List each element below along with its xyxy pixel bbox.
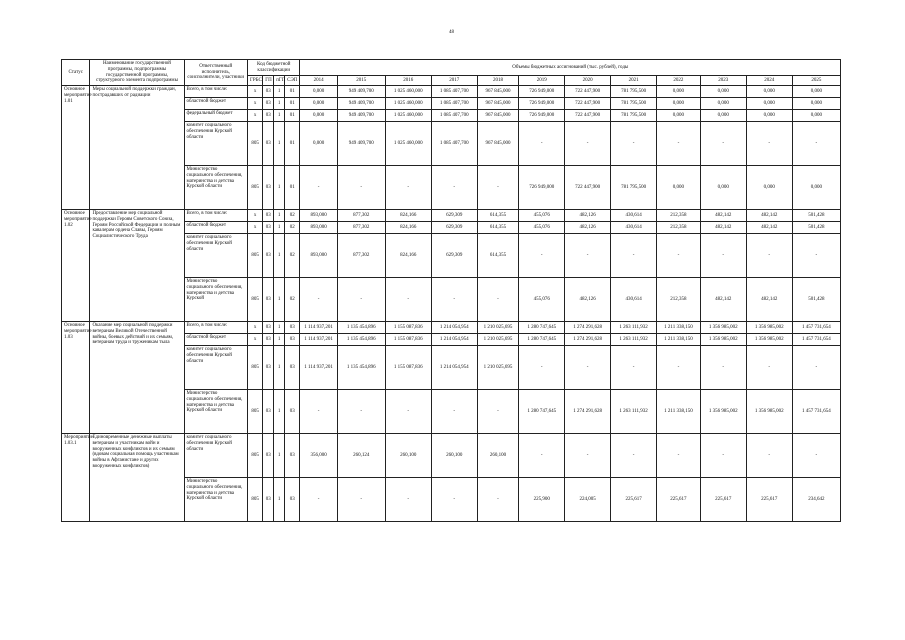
value-cell: 1 085 407,700: [431, 110, 477, 122]
col-year: 2017: [431, 76, 477, 86]
value-cell: 877,302: [337, 210, 385, 222]
budget-table: [61, 59, 841, 522]
value-cell: -: [300, 390, 337, 434]
value-cell: 0,000: [700, 110, 746, 122]
value-cell: 1 263 111,932: [611, 334, 657, 346]
code-cell: 1: [274, 322, 285, 334]
value-cell: 482,142: [746, 278, 792, 322]
value-cell: 722 447,900: [565, 86, 611, 98]
value-cell: 455,076: [519, 278, 565, 322]
value-cell: 893,000: [300, 234, 337, 278]
responsible-cell: областной бюджет: [184, 222, 247, 234]
value-cell: 482,126: [565, 278, 611, 322]
col-code: СЭП: [285, 76, 300, 86]
responsible-cell: областной бюджет: [184, 334, 247, 346]
code-cell: 1: [274, 222, 285, 234]
value-cell: 824,166: [385, 210, 431, 222]
value-cell: -: [477, 278, 519, 322]
code-cell: 805: [247, 390, 262, 434]
value-cell: 1 263 111,932: [611, 322, 657, 334]
code-cell: 805: [247, 234, 262, 278]
code-cell: 805: [247, 278, 262, 322]
value-cell: 0,000: [300, 110, 337, 122]
value-cell: -: [700, 346, 746, 390]
value-cell: -: [385, 390, 431, 434]
code-cell: 1: [274, 434, 285, 478]
value-cell: 1 214 054,954: [431, 334, 477, 346]
table-row: [62, 322, 841, 334]
responsible-cell: областной бюджет: [184, 98, 247, 110]
code-cell: 03: [263, 234, 274, 278]
value-cell: 1 263 111,932: [611, 390, 657, 434]
value-cell: 482,142: [700, 278, 746, 322]
code-cell: 1: [274, 166, 285, 210]
value-cell: -: [337, 166, 385, 210]
value-cell: 629,309: [431, 234, 477, 278]
value-cell: -: [746, 122, 792, 166]
code-cell: 03: [263, 98, 274, 110]
code-cell: 03: [285, 478, 300, 522]
value-cell: 614,355: [477, 222, 519, 234]
value-cell: 0,000: [300, 86, 337, 98]
value-cell: -: [565, 346, 611, 390]
code-cell: 03: [285, 334, 300, 346]
col-year: 2015: [337, 76, 385, 86]
value-cell: 614,355: [477, 210, 519, 222]
value-cell: 722 447,900: [565, 110, 611, 122]
value-cell: 1 356 985,002: [700, 390, 746, 434]
responsible-cell: федеральный бюджет: [184, 110, 247, 122]
value-cell: 877,302: [337, 234, 385, 278]
responsible-cell: Министерство социального обеспечения, материнства и детства Курской области: [184, 478, 247, 522]
value-cell: 1 114 937,201: [300, 322, 337, 334]
value-cell: 0,000: [792, 98, 840, 110]
code-cell: 805: [247, 122, 262, 166]
code-cell: 03: [285, 346, 300, 390]
value-cell: 0,000: [700, 86, 746, 98]
code-cell: 03: [263, 346, 274, 390]
value-cell: -: [565, 234, 611, 278]
code-cell: x: [247, 110, 262, 122]
value-cell: 225,617: [657, 478, 701, 522]
value-cell: -: [700, 122, 746, 166]
value-cell: 212,358: [657, 278, 701, 322]
value-cell: 0,000: [657, 166, 701, 210]
code-cell: 1: [274, 210, 285, 222]
value-cell: -: [385, 478, 431, 522]
value-cell: 877,302: [337, 222, 385, 234]
value-cell: 0,000: [792, 166, 840, 210]
value-cell: 726 949,000: [519, 166, 565, 210]
value-cell: 1 155 087,836: [385, 346, 431, 390]
value-cell: -: [519, 346, 565, 390]
value-cell: -: [300, 478, 337, 522]
value-cell: 0,000: [746, 86, 792, 98]
value-cell: 726 949,000: [519, 86, 565, 98]
value-cell: -: [792, 122, 840, 166]
col-code: ГП: [263, 76, 274, 86]
code-cell: 02: [285, 278, 300, 322]
col-year: 2022: [657, 76, 701, 86]
value-cell: 1 280 747,645: [519, 390, 565, 434]
code-cell: 1: [274, 278, 285, 322]
value-cell: 1 214 054,954: [431, 322, 477, 334]
code-cell: 03: [263, 86, 274, 98]
value-cell: -: [431, 166, 477, 210]
value-cell: 1 356 985,002: [700, 322, 746, 334]
value-cell: 260,100: [385, 434, 431, 478]
value-cell: 224,005: [565, 478, 611, 522]
value-cell: 1 457 731,654: [792, 322, 840, 334]
responsible-cell: Министерство социального обеспечения, материнства и детства Курской: [184, 278, 247, 322]
value-cell: 967 845,000: [477, 86, 519, 98]
code-cell: 1: [274, 334, 285, 346]
code-cell: 03: [263, 334, 274, 346]
value-cell: 430,614: [611, 210, 657, 222]
value-cell: 1 274 291,628: [565, 390, 611, 434]
code-cell: 03: [263, 122, 274, 166]
value-cell: 430,614: [611, 278, 657, 322]
value-cell: 1 085 407,700: [431, 122, 477, 166]
code-cell: 03: [263, 478, 274, 522]
value-cell: 1 280 747,645: [519, 334, 565, 346]
value-cell: 212,358: [657, 222, 701, 234]
value-cell: 430,614: [611, 222, 657, 234]
value-cell: 501,428: [792, 222, 840, 234]
responsible-cell: комитет социального обеспечения Курской области: [184, 234, 247, 278]
value-cell: 0,000: [657, 98, 701, 110]
status-cell: Основное мероприятие 1.02: [62, 210, 90, 322]
col-year: 2019: [519, 76, 565, 86]
value-cell: -: [337, 478, 385, 522]
value-cell: -: [700, 234, 746, 278]
col-year: 2016: [385, 76, 431, 86]
responsible-cell: Всего, в том числе:: [184, 86, 247, 98]
code-cell: 805: [247, 346, 262, 390]
code-cell: 02: [285, 222, 300, 234]
value-cell: 0,000: [746, 98, 792, 110]
value-cell: 1 211 338,150: [657, 390, 701, 434]
code-cell: 1: [274, 122, 285, 166]
code-cell: 805: [247, 434, 262, 478]
value-cell: 614,355: [477, 234, 519, 278]
table-row: [62, 434, 841, 478]
value-cell: -: [746, 346, 792, 390]
table-row: [62, 210, 841, 222]
col-year: 2021: [611, 76, 657, 86]
value-cell: -: [657, 234, 701, 278]
value-cell: 967 845,000: [477, 98, 519, 110]
value-cell: 722 447,900: [565, 166, 611, 210]
value-cell: 1 211 338,150: [657, 334, 701, 346]
col-year: 2025: [792, 76, 840, 86]
value-cell: 1 085 407,700: [431, 98, 477, 110]
value-cell: -: [792, 346, 840, 390]
value-cell: 1 210 025,695: [477, 322, 519, 334]
col-year: 2014: [300, 76, 337, 86]
value-cell: -: [657, 434, 701, 478]
value-cell: 501,428: [792, 278, 840, 322]
code-cell: 02: [285, 210, 300, 222]
header-row-1: [62, 60, 841, 76]
value-cell: -: [477, 478, 519, 522]
value-cell: 0,000: [746, 110, 792, 122]
value-cell: 0,000: [657, 86, 701, 98]
value-cell: 1 274 291,628: [565, 334, 611, 346]
value-cell: 225,617: [700, 478, 746, 522]
code-cell: 1: [274, 390, 285, 434]
value-cell: -: [565, 122, 611, 166]
code-cell: 03: [263, 222, 274, 234]
code-cell: 02: [285, 234, 300, 278]
value-cell: -: [519, 234, 565, 278]
code-cell: 01: [285, 166, 300, 210]
name-cell: Предоставление мер социальной поддержки Героям Советского Союза, Героям Российской Федерации и полным кавалерам ордена Славы, Героям Социалистического Труда: [90, 210, 184, 322]
col-year: 2024: [746, 76, 792, 86]
value-cell: -: [611, 434, 657, 478]
value-cell: 0,000: [300, 98, 337, 110]
value-cell: 455,076: [519, 210, 565, 222]
value-cell: 225,617: [611, 478, 657, 522]
code-cell: x: [247, 86, 262, 98]
value-cell: -: [337, 390, 385, 434]
responsible-cell: комитет социального обеспечения Курской области: [184, 346, 247, 390]
value-cell: 726 949,000: [519, 98, 565, 110]
value-cell: 482,126: [565, 210, 611, 222]
status-cell: Мероприятие 1.03.1: [62, 434, 90, 522]
code-cell: 805: [247, 166, 262, 210]
responsible-cell: Всего, в том числе:: [184, 210, 247, 222]
value-cell: -: [657, 122, 701, 166]
value-cell: 0,000: [700, 166, 746, 210]
value-cell: 1 025 460,000: [385, 86, 431, 98]
value-cell: 0,000: [700, 98, 746, 110]
value-cell: -: [746, 434, 792, 478]
value-cell: -: [385, 278, 431, 322]
value-cell: 781 795,500: [611, 166, 657, 210]
value-cell: 1 114 937,201: [300, 334, 337, 346]
value-cell: -: [611, 122, 657, 166]
code-cell: 03: [263, 390, 274, 434]
value-cell: -: [519, 434, 565, 478]
value-cell: -: [431, 478, 477, 522]
code-cell: x: [247, 322, 262, 334]
value-cell: 482,142: [746, 222, 792, 234]
value-cell: 1 280 747,645: [519, 322, 565, 334]
code-cell: x: [247, 334, 262, 346]
code-cell: 03: [263, 210, 274, 222]
value-cell: -: [519, 122, 565, 166]
value-cell: 629,309: [431, 210, 477, 222]
col-year: 2018: [477, 76, 519, 86]
code-cell: x: [247, 210, 262, 222]
col-code: ГРБС: [247, 76, 262, 86]
value-cell: 781 795,500: [611, 110, 657, 122]
value-cell: 781 795,500: [611, 98, 657, 110]
value-cell: 501,428: [792, 210, 840, 222]
value-cell: 0,000: [746, 166, 792, 210]
col-year: 2020: [565, 76, 611, 86]
value-cell: 1 025 460,000: [385, 122, 431, 166]
value-cell: 225,617: [746, 478, 792, 522]
page-number: 48: [449, 30, 454, 35]
col-year: 2023: [700, 76, 746, 86]
value-cell: 1 211 338,150: [657, 322, 701, 334]
value-cell: 1 025 460,000: [385, 98, 431, 110]
value-cell: 949 409,700: [337, 98, 385, 110]
value-cell: 949 409,700: [337, 122, 385, 166]
code-cell: 1: [274, 346, 285, 390]
col-responsible: Ответственный исполнитель, соисполнители, участники: [184, 60, 247, 86]
value-cell: -: [477, 390, 519, 434]
col-name: Наименование государственной программы, подпрограммы государственной программы, структурного элемента подпрограммы: [90, 60, 184, 86]
code-cell: 03: [263, 110, 274, 122]
value-cell: -: [431, 390, 477, 434]
value-cell: 893,000: [300, 222, 337, 234]
col-bk-codes: Код бюджетной классификации: [247, 60, 300, 76]
code-cell: 01: [285, 122, 300, 166]
value-cell: 1 457 731,654: [792, 334, 840, 346]
value-cell: 781 795,500: [611, 86, 657, 98]
value-cell: 1 155 087,836: [385, 334, 431, 346]
value-cell: 455,076: [519, 222, 565, 234]
value-cell: -: [337, 278, 385, 322]
value-cell: 1 114 937,201: [300, 346, 337, 390]
table-row: [62, 86, 841, 98]
value-cell: -: [565, 434, 611, 478]
value-cell: 1 025 460,000: [385, 110, 431, 122]
value-cell: 967 845,000: [477, 110, 519, 122]
value-cell: 482,126: [565, 222, 611, 234]
table-body: [62, 86, 841, 522]
value-cell: 1 135 454,896: [337, 334, 385, 346]
code-cell: 01: [285, 86, 300, 98]
value-cell: -: [300, 166, 337, 210]
value-cell: -: [385, 166, 431, 210]
value-cell: -: [611, 346, 657, 390]
value-cell: 356,000: [300, 434, 337, 478]
value-cell: 0,000: [792, 86, 840, 98]
status-cell: Основное мероприятие 1.03: [62, 322, 90, 434]
value-cell: 1 135 454,896: [337, 322, 385, 334]
value-cell: -: [746, 234, 792, 278]
responsible-cell: Министерство социального обеспечения, материнства и детства Курской области: [184, 390, 247, 434]
code-cell: 03: [285, 390, 300, 434]
value-cell: 722 447,900: [565, 98, 611, 110]
value-cell: 234,642: [792, 478, 840, 522]
value-cell: 1 274 291,628: [565, 322, 611, 334]
code-cell: x: [247, 98, 262, 110]
code-cell: 03: [263, 166, 274, 210]
value-cell: 1 356 985,002: [746, 390, 792, 434]
value-cell: 1 085 407,700: [431, 86, 477, 98]
code-cell: 1: [274, 478, 285, 522]
code-cell: 1: [274, 86, 285, 98]
col-status: Статус: [62, 60, 90, 86]
name-cell: Единовременные денежные выплаты ветеранам и участникам войн и вооруженных конфликтов и их семьям (вдовам социальная помощь участникам войны в Афганистане и других вооруженных конфликтов): [90, 434, 184, 522]
value-cell: -: [477, 166, 519, 210]
col-code: пГП: [274, 76, 285, 86]
value-cell: 482,142: [700, 210, 746, 222]
value-cell: 893,000: [300, 210, 337, 222]
value-cell: 260,100: [477, 434, 519, 478]
code-cell: 805: [247, 478, 262, 522]
status-cell: Основное мероприятие 1.01: [62, 86, 90, 210]
code-cell: 1: [274, 110, 285, 122]
code-cell: 03: [263, 278, 274, 322]
value-cell: 1 356 985,002: [700, 334, 746, 346]
value-cell: 1 155 087,836: [385, 322, 431, 334]
name-cell: Оказание мер социальной поддержки ветеранам Великой Отечественной войны, боевых действий и их семьям, ветеранам труда и труженикам тыла: [90, 322, 184, 434]
value-cell: -: [431, 278, 477, 322]
value-cell: -: [611, 234, 657, 278]
value-cell: 0,000: [657, 110, 701, 122]
value-cell: 260,124: [337, 434, 385, 478]
value-cell: 1 356 985,002: [746, 334, 792, 346]
code-cell: 01: [285, 110, 300, 122]
value-cell: 1 210 025,695: [477, 334, 519, 346]
code-cell: 1: [274, 234, 285, 278]
value-cell: 0,000: [300, 122, 337, 166]
code-cell: 03: [263, 322, 274, 334]
value-cell: -: [700, 434, 746, 478]
value-cell: -: [792, 434, 840, 478]
value-cell: 225,900: [519, 478, 565, 522]
col-volumes: Объемы бюджетных ассигнований (тыс. рублей), годы: [300, 60, 841, 76]
value-cell: 949 409,700: [337, 110, 385, 122]
code-cell: 03: [285, 434, 300, 478]
value-cell: 1 356 985,002: [746, 322, 792, 334]
responsible-cell: комитет социального обеспечения Курской области: [184, 434, 247, 478]
name-cell: Меры социальной поддержки граждан, пострадавших от радиации: [90, 86, 184, 210]
value-cell: 629,309: [431, 222, 477, 234]
code-cell: 03: [263, 434, 274, 478]
value-cell: -: [792, 234, 840, 278]
value-cell: 726 949,000: [519, 110, 565, 122]
value-cell: 482,142: [746, 210, 792, 222]
value-cell: 212,358: [657, 210, 701, 222]
code-cell: 03: [285, 322, 300, 334]
value-cell: 967 845,000: [477, 122, 519, 166]
responsible-cell: комитет социального обеспечения Курской области: [184, 122, 247, 166]
value-cell: -: [657, 346, 701, 390]
value-cell: 1 210 025,695: [477, 346, 519, 390]
code-cell: 1: [274, 98, 285, 110]
responsible-cell: Всего, в том числе:: [184, 322, 247, 334]
value-cell: 824,166: [385, 222, 431, 234]
code-cell: x: [247, 222, 262, 234]
value-cell: 482,142: [700, 222, 746, 234]
value-cell: 0,000: [792, 110, 840, 122]
value-cell: 824,166: [385, 234, 431, 278]
value-cell: -: [300, 278, 337, 322]
value-cell: 1 135 454,896: [337, 346, 385, 390]
code-cell: 01: [285, 98, 300, 110]
value-cell: 949 409,700: [337, 86, 385, 98]
value-cell: 1 457 731,654: [792, 390, 840, 434]
value-cell: 260,100: [431, 434, 477, 478]
value-cell: 1 214 054,954: [431, 346, 477, 390]
responsible-cell: Министерство социального обеспечения, материнства и детства Курской области: [184, 166, 247, 210]
